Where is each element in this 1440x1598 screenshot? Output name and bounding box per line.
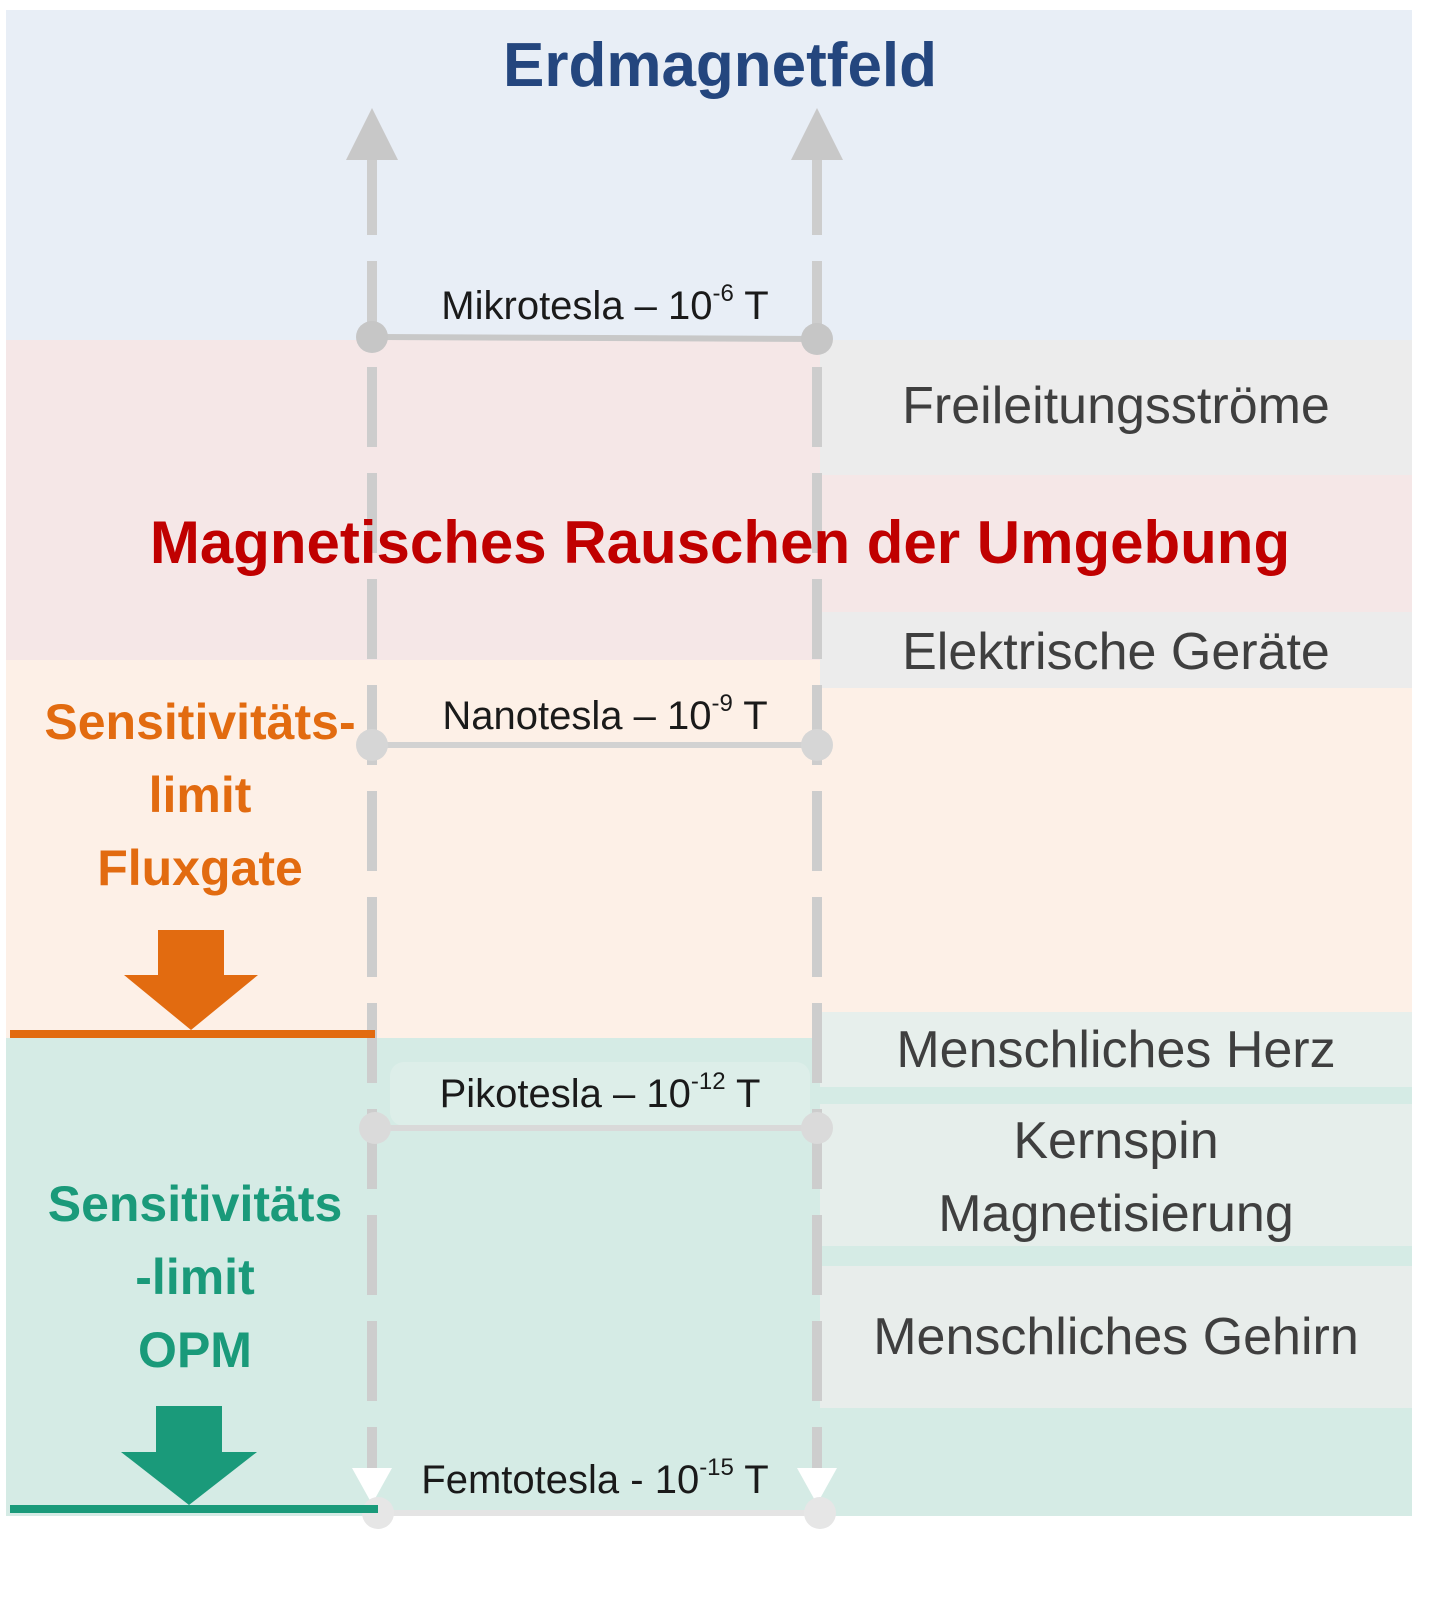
- pikotesla-label: [390, 1068, 810, 1117]
- source-nuclear-spin-line2: Magnetisierung: [938, 1185, 1294, 1243]
- nanotesla-unit: T: [732, 694, 768, 738]
- fluxgate-limit-line1: Sensitivitäts-: [44, 694, 356, 750]
- nanotesla-label: [395, 690, 815, 739]
- pikotesla-unit: T: [725, 1072, 761, 1116]
- mikrotesla-exponent: -6: [712, 280, 734, 307]
- femtotesla-unit: T: [733, 1458, 769, 1502]
- opm-limit-line3: OPM: [138, 1322, 252, 1378]
- nanotesla-name: Nanotesla – 10: [442, 694, 712, 738]
- source-nuclear-spin-line1: Kernspin: [1013, 1112, 1219, 1170]
- opm-down-arrow-icon: [10, 1406, 378, 1509]
- pikotesla-name: Pikotesla – 10: [439, 1072, 691, 1116]
- fluxgate-limit-label: [10, 686, 390, 905]
- fluxgate-down-arrow-icon: [10, 930, 375, 1034]
- opm-limit-line1: Sensitivitäts: [47, 1176, 343, 1232]
- fluxgate-limit-line3: Fluxgate: [97, 840, 303, 896]
- earth-field-title: Erdmagnetfeld: [502, 31, 938, 100]
- femtotesla-name: Femtotesla - 10: [421, 1458, 700, 1502]
- mikrotesla-unit: T: [733, 284, 769, 328]
- femtotesla-label: [385, 1454, 805, 1503]
- source-electrical-devices: Elektrische Geräte: [902, 623, 1330, 681]
- mikrotesla-label: [395, 280, 815, 329]
- ambient-noise-title: Magnetisches Rauschen der Umgebung: [149, 509, 1291, 576]
- femtotesla-exponent: -15: [699, 1454, 734, 1481]
- source-brain: Menschliches Gehirn: [873, 1308, 1359, 1366]
- opm-limit-label: [5, 1168, 385, 1387]
- source-heart: Menschliches Herz: [896, 1021, 1336, 1079]
- fluxgate-limit-line2: limit: [148, 767, 252, 823]
- opm-limit-line2: -limit: [135, 1249, 255, 1305]
- mikrotesla-name: Mikrotesla – 10: [441, 284, 713, 328]
- source-power-lines: Freileitungsströme: [902, 377, 1330, 435]
- pikotesla-exponent: -12: [690, 1068, 726, 1095]
- nanotesla-exponent: -9: [711, 690, 733, 717]
